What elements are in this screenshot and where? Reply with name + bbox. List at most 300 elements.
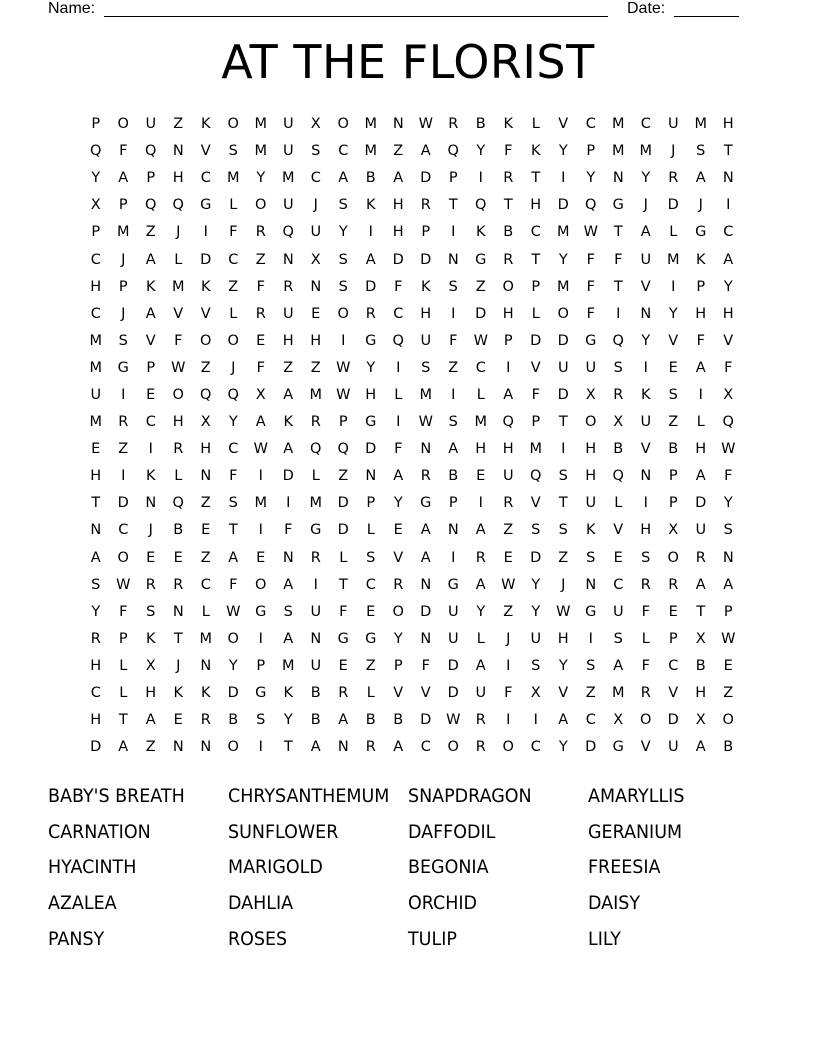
grid-letter[interactable]: C xyxy=(365,576,376,593)
grid-letter[interactable]: S xyxy=(228,143,238,160)
grid-letter[interactable]: W xyxy=(721,630,736,647)
grid-letter[interactable]: M xyxy=(199,630,212,647)
grid-letter[interactable]: P xyxy=(118,278,128,295)
grid-letter[interactable]: M xyxy=(254,495,267,512)
grid-letter[interactable]: S xyxy=(283,603,293,620)
grid-letter[interactable]: Y xyxy=(531,603,541,620)
grid-letter[interactable]: U xyxy=(695,522,707,539)
grid-letter[interactable]: N xyxy=(722,549,734,566)
grid-letter[interactable]: E xyxy=(338,657,348,674)
grid-letter[interactable]: B xyxy=(475,116,486,133)
grid-letter[interactable]: O xyxy=(255,197,267,214)
grid-letter[interactable]: F xyxy=(284,522,293,539)
grid-letter[interactable]: H xyxy=(365,386,377,403)
grid-letter[interactable]: S xyxy=(91,576,101,593)
grid-letter[interactable]: U xyxy=(420,332,432,349)
grid-letter[interactable]: H xyxy=(695,685,707,702)
grid-letter[interactable]: W xyxy=(116,576,131,593)
grid-letter[interactable]: Y xyxy=(228,414,238,431)
grid-letter[interactable]: D xyxy=(667,197,679,214)
grid-letter[interactable]: U xyxy=(475,685,487,702)
grid-letter[interactable]: F xyxy=(586,251,595,268)
grid-letter[interactable]: N xyxy=(722,170,734,187)
grid-letter[interactable]: A xyxy=(145,305,156,322)
grid-letter[interactable]: G xyxy=(365,414,377,431)
grid-letter[interactable]: H xyxy=(172,414,184,431)
grid-letter[interactable]: A xyxy=(475,576,486,593)
grid-letter[interactable]: A xyxy=(228,549,239,566)
grid-letter[interactable]: A xyxy=(90,549,101,566)
grid-letter[interactable]: E xyxy=(146,386,156,403)
grid-letter[interactable]: I xyxy=(258,739,263,756)
grid-letter[interactable]: U xyxy=(282,143,294,160)
grid-letter[interactable]: O xyxy=(227,739,239,756)
grid-letter[interactable]: D xyxy=(447,685,459,702)
grid-letter[interactable]: X xyxy=(200,414,211,431)
grid-letter[interactable]: A xyxy=(145,251,156,268)
grid-letter[interactable]: U xyxy=(667,739,679,756)
grid-letter[interactable]: D xyxy=(420,603,432,620)
grid-letter[interactable]: W xyxy=(556,603,571,620)
grid-letter[interactable]: L xyxy=(641,630,650,647)
grid-letter[interactable]: E xyxy=(723,657,733,674)
grid-letter[interactable]: O xyxy=(227,332,239,349)
grid-letter[interactable]: S xyxy=(558,468,568,485)
grid-letter[interactable]: R xyxy=(503,495,514,512)
grid-letter[interactable]: A xyxy=(420,522,431,539)
grid-letter[interactable]: C xyxy=(585,116,596,133)
grid-letter[interactable]: I xyxy=(643,359,648,376)
grid-letter[interactable]: N xyxy=(640,305,652,322)
grid-letter[interactable]: M xyxy=(611,143,625,160)
grid-letter[interactable]: H xyxy=(90,278,102,295)
grid-letter[interactable]: F xyxy=(504,685,513,702)
grid-letter[interactable]: C xyxy=(310,170,321,187)
grid-letter[interactable]: C xyxy=(668,657,679,674)
grid-letter[interactable]: Z xyxy=(558,549,569,566)
grid-letter[interactable]: Y xyxy=(558,251,568,268)
grid-letter[interactable]: F xyxy=(614,251,623,268)
grid-letter[interactable]: G xyxy=(365,630,377,647)
grid-letter[interactable]: F xyxy=(394,278,403,295)
grid-letter[interactable]: I xyxy=(148,441,153,458)
grid-letter[interactable]: R xyxy=(173,576,184,593)
grid-letter[interactable]: E xyxy=(256,332,266,349)
grid-letter[interactable]: N xyxy=(447,251,459,268)
grid-letter[interactable]: W xyxy=(418,414,433,431)
grid-letter[interactable]: R xyxy=(503,170,514,187)
name-blank-line[interactable] xyxy=(104,16,608,17)
grid-letter[interactable]: U xyxy=(640,414,652,431)
grid-letter[interactable]: M xyxy=(89,359,102,376)
grid-letter[interactable]: G xyxy=(585,603,597,620)
grid-letter[interactable]: F xyxy=(394,441,403,458)
grid-letter[interactable]: E xyxy=(256,549,266,566)
grid-letter[interactable]: L xyxy=(366,685,375,702)
grid-letter[interactable]: R xyxy=(695,549,706,566)
grid-letter[interactable]: C xyxy=(585,712,596,729)
grid-letter[interactable]: D xyxy=(557,332,569,349)
grid-letter[interactable]: V xyxy=(668,332,679,349)
grid-letter[interactable]: B xyxy=(448,468,459,485)
grid-letter[interactable]: N xyxy=(282,251,294,268)
grid-letter[interactable]: H xyxy=(90,712,102,729)
grid-letter[interactable]: D xyxy=(585,739,597,756)
grid-letter[interactable]: P xyxy=(723,603,733,620)
grid-letter[interactable]: G xyxy=(255,603,267,620)
grid-letter[interactable]: C xyxy=(393,305,404,322)
grid-letter[interactable]: I xyxy=(121,386,126,403)
grid-letter[interactable]: M xyxy=(556,278,570,295)
grid-letter[interactable]: V xyxy=(668,685,679,702)
grid-letter[interactable]: A xyxy=(145,712,156,729)
grid-letter[interactable]: O xyxy=(337,305,349,322)
grid-letter[interactable]: L xyxy=(531,116,540,133)
grid-letter[interactable]: L xyxy=(476,630,485,647)
grid-letter[interactable]: Z xyxy=(393,143,404,160)
grid-letter[interactable]: Z xyxy=(338,468,349,485)
grid-letter[interactable]: L xyxy=(339,549,348,566)
grid-letter[interactable]: M xyxy=(226,170,240,187)
grid-letter[interactable]: O xyxy=(117,549,129,566)
grid-letter[interactable]: D xyxy=(337,495,349,512)
grid-letter[interactable]: I xyxy=(451,549,456,566)
grid-letter[interactable]: Y xyxy=(641,170,651,187)
grid-letter[interactable]: H xyxy=(475,441,487,458)
grid-letter[interactable]: P xyxy=(91,116,101,133)
grid-letter[interactable]: D xyxy=(117,495,129,512)
grid-letter[interactable]: C xyxy=(200,170,211,187)
grid-letter[interactable]: V xyxy=(640,441,651,458)
grid-letter[interactable]: X xyxy=(255,386,266,403)
grid-letter[interactable]: H xyxy=(392,224,404,241)
grid-letter[interactable]: O xyxy=(557,305,569,322)
grid-letter[interactable]: Q xyxy=(227,386,239,403)
grid-letter[interactable]: M xyxy=(89,332,102,349)
grid-letter[interactable]: L xyxy=(119,657,128,674)
grid-letter[interactable]: U xyxy=(447,603,459,620)
grid-letter[interactable]: L xyxy=(614,495,623,512)
grid-letter[interactable]: U xyxy=(502,468,514,485)
grid-letter[interactable]: I xyxy=(451,305,456,322)
grid-letter[interactable]: A xyxy=(365,251,376,268)
grid-letter[interactable]: H xyxy=(640,522,652,539)
grid-letter[interactable]: F xyxy=(504,143,513,160)
grid-letter[interactable]: J xyxy=(643,197,648,214)
grid-letter[interactable]: F xyxy=(229,468,238,485)
grid-letter[interactable]: Z xyxy=(448,359,459,376)
grid-letter[interactable]: Q xyxy=(612,332,624,349)
grid-letter[interactable]: T xyxy=(448,197,458,214)
grid-letter[interactable]: L xyxy=(201,603,210,620)
grid-letter[interactable]: H xyxy=(530,197,542,214)
grid-letter[interactable]: S xyxy=(228,495,238,512)
grid-letter[interactable]: S xyxy=(118,332,128,349)
grid-letter[interactable]: L xyxy=(669,224,678,241)
grid-letter[interactable]: Y xyxy=(558,739,568,756)
grid-letter[interactable]: I xyxy=(698,386,703,403)
grid-letter[interactable]: R xyxy=(613,386,624,403)
grid-letter[interactable]: B xyxy=(695,657,706,674)
grid-letter[interactable]: C xyxy=(118,522,129,539)
grid-letter[interactable]: X xyxy=(585,386,596,403)
grid-letter[interactable]: L xyxy=(696,414,705,431)
grid-letter[interactable]: T xyxy=(173,630,183,647)
grid-letter[interactable]: R xyxy=(118,414,129,431)
grid-letter[interactable]: Y xyxy=(338,224,348,241)
grid-letter[interactable]: P xyxy=(366,495,376,512)
grid-letter[interactable]: I xyxy=(478,495,483,512)
grid-letter[interactable]: W xyxy=(501,576,516,593)
grid-letter[interactable]: I xyxy=(258,522,263,539)
grid-letter[interactable]: Q xyxy=(337,441,349,458)
grid-letter[interactable]: J xyxy=(148,522,153,539)
grid-letter[interactable]: P xyxy=(531,278,541,295)
grid-letter[interactable]: F xyxy=(641,603,650,620)
grid-letter[interactable]: A xyxy=(338,712,349,729)
grid-letter[interactable]: V xyxy=(200,305,211,322)
grid-letter[interactable]: G xyxy=(365,332,377,349)
grid-letter[interactable]: B xyxy=(723,739,734,756)
grid-letter[interactable]: S xyxy=(421,359,431,376)
grid-letter[interactable]: A xyxy=(475,657,486,674)
grid-letter[interactable]: H xyxy=(722,116,734,133)
grid-letter[interactable]: Y xyxy=(723,278,733,295)
grid-letter[interactable]: R xyxy=(255,224,266,241)
grid-letter[interactable]: N xyxy=(310,630,322,647)
grid-letter[interactable]: R xyxy=(90,630,101,647)
grid-letter[interactable]: C xyxy=(475,359,486,376)
grid-letter[interactable]: A xyxy=(420,143,431,160)
grid-letter[interactable]: N xyxy=(282,549,294,566)
grid-letter[interactable]: G xyxy=(337,630,349,647)
grid-letter[interactable]: W xyxy=(583,224,598,241)
grid-letter[interactable]: A xyxy=(475,522,486,539)
grid-letter[interactable]: A xyxy=(118,170,129,187)
grid-letter[interactable]: V xyxy=(558,685,569,702)
grid-letter[interactable]: L xyxy=(174,251,183,268)
grid-letter[interactable]: A xyxy=(448,441,459,458)
grid-letter[interactable]: S xyxy=(613,630,623,647)
grid-letter[interactable]: U xyxy=(310,657,322,674)
grid-letter[interactable]: R xyxy=(365,739,376,756)
grid-letter[interactable]: H xyxy=(695,441,707,458)
grid-letter[interactable]: N xyxy=(585,576,597,593)
grid-letter[interactable]: J xyxy=(231,359,236,376)
grid-letter[interactable]: H xyxy=(90,468,102,485)
grid-letter[interactable]: R xyxy=(255,305,266,322)
grid-letter[interactable]: D xyxy=(365,441,377,458)
grid-letter[interactable]: P xyxy=(586,143,596,160)
grid-letter[interactable]: D xyxy=(667,712,679,729)
grid-letter[interactable]: A xyxy=(283,441,294,458)
grid-letter[interactable]: E xyxy=(393,522,403,539)
grid-letter[interactable]: V xyxy=(530,359,541,376)
grid-letter[interactable]: Q xyxy=(722,414,734,431)
grid-letter[interactable]: P xyxy=(531,414,541,431)
grid-letter[interactable]: D xyxy=(90,739,102,756)
grid-letter[interactable]: P xyxy=(668,468,678,485)
grid-letter[interactable]: I xyxy=(561,170,566,187)
grid-letter[interactable]: S xyxy=(338,251,348,268)
grid-letter[interactable]: F xyxy=(586,305,595,322)
grid-letter[interactable]: X xyxy=(723,386,734,403)
grid-letter[interactable]: C xyxy=(723,224,734,241)
grid-letter[interactable]: N xyxy=(90,522,102,539)
grid-letter[interactable]: Q xyxy=(172,197,184,214)
grid-letter[interactable]: I xyxy=(533,712,538,729)
grid-letter[interactable]: J xyxy=(121,305,126,322)
grid-letter[interactable]: L xyxy=(174,468,183,485)
grid-letter[interactable]: L xyxy=(229,305,238,322)
grid-letter[interactable]: T xyxy=(338,576,348,593)
grid-letter[interactable]: Z xyxy=(118,441,129,458)
grid-letter[interactable]: I xyxy=(396,414,401,431)
grid-letter[interactable]: M xyxy=(254,143,267,160)
grid-letter[interactable]: Y xyxy=(668,305,678,322)
grid-letter[interactable]: I xyxy=(313,576,318,593)
grid-letter[interactable]: H xyxy=(282,332,294,349)
grid-letter[interactable]: B xyxy=(668,441,679,458)
grid-letter[interactable]: O xyxy=(200,332,212,349)
grid-letter[interactable]: Z xyxy=(145,739,156,756)
grid-letter[interactable]: D xyxy=(227,685,239,702)
grid-letter[interactable]: V xyxy=(530,495,541,512)
grid-letter[interactable]: Q xyxy=(530,468,542,485)
grid-letter[interactable]: B xyxy=(365,170,376,187)
grid-letter[interactable]: D xyxy=(530,332,542,349)
grid-letter[interactable]: O xyxy=(337,116,349,133)
grid-letter[interactable]: I xyxy=(396,359,401,376)
grid-letter[interactable]: S xyxy=(338,197,348,214)
grid-letter[interactable]: U xyxy=(282,197,294,214)
grid-letter[interactable]: H xyxy=(200,441,212,458)
grid-letter[interactable]: J xyxy=(313,197,318,214)
grid-letter[interactable]: N xyxy=(200,739,212,756)
grid-letter[interactable]: M xyxy=(309,495,322,512)
grid-letter[interactable]: A xyxy=(338,170,349,187)
grid-letter[interactable]: N xyxy=(145,495,157,512)
grid-letter[interactable]: D xyxy=(420,170,432,187)
grid-letter[interactable]: U xyxy=(530,630,542,647)
grid-letter[interactable]: J xyxy=(671,143,676,160)
grid-letter[interactable]: H xyxy=(502,441,514,458)
grid-letter[interactable]: I xyxy=(258,630,263,647)
grid-letter[interactable]: R xyxy=(475,712,486,729)
grid-letter[interactable]: A xyxy=(695,170,706,187)
grid-letter[interactable]: X xyxy=(613,414,624,431)
grid-letter[interactable]: Z xyxy=(503,603,514,620)
grid-letter[interactable]: U xyxy=(585,495,597,512)
grid-letter[interactable]: X xyxy=(145,657,156,674)
grid-letter[interactable]: R xyxy=(448,116,459,133)
grid-letter[interactable]: K xyxy=(475,224,486,241)
grid-letter[interactable]: U xyxy=(585,359,597,376)
grid-letter[interactable]: R xyxy=(475,549,486,566)
grid-letter[interactable]: B xyxy=(503,224,514,241)
grid-letter[interactable]: K xyxy=(145,630,156,647)
grid-letter[interactable]: G xyxy=(695,224,707,241)
grid-letter[interactable]: K xyxy=(200,278,211,295)
grid-letter[interactable]: L xyxy=(229,197,238,214)
grid-letter[interactable]: N xyxy=(200,657,212,674)
grid-letter[interactable]: T xyxy=(503,197,513,214)
grid-letter[interactable]: O xyxy=(227,630,239,647)
grid-letter[interactable]: H xyxy=(420,305,432,322)
grid-letter[interactable]: M xyxy=(281,170,295,187)
grid-letter[interactable]: U xyxy=(640,251,652,268)
grid-letter[interactable]: I xyxy=(506,712,511,729)
grid-letter[interactable]: U xyxy=(282,305,294,322)
grid-letter[interactable]: S xyxy=(338,278,348,295)
grid-letter[interactable]: O xyxy=(392,603,404,620)
grid-letter[interactable]: V xyxy=(558,116,569,133)
grid-letter[interactable]: Y xyxy=(476,143,486,160)
grid-letter[interactable]: X xyxy=(530,685,541,702)
grid-letter[interactable]: O xyxy=(502,739,514,756)
grid-letter[interactable]: S xyxy=(146,603,156,620)
grid-letter[interactable]: N xyxy=(392,116,404,133)
grid-letter[interactable]: P xyxy=(448,495,458,512)
grid-letter[interactable]: R xyxy=(310,549,321,566)
grid-letter[interactable]: K xyxy=(200,116,211,133)
grid-letter[interactable]: A xyxy=(695,359,706,376)
grid-letter[interactable]: Y xyxy=(91,603,101,620)
grid-letter[interactable]: I xyxy=(506,657,511,674)
grid-letter[interactable]: K xyxy=(145,468,156,485)
grid-letter[interactable]: F xyxy=(586,278,595,295)
grid-letter[interactable]: M xyxy=(254,116,267,133)
grid-letter[interactable]: L xyxy=(366,522,375,539)
grid-letter[interactable]: C xyxy=(530,739,541,756)
grid-letter[interactable]: O xyxy=(255,576,267,593)
grid-letter[interactable]: R xyxy=(420,197,431,214)
grid-letter[interactable]: C xyxy=(640,116,651,133)
grid-letter[interactable]: X xyxy=(613,712,624,729)
grid-letter[interactable]: H xyxy=(90,657,102,674)
grid-letter[interactable]: T xyxy=(558,414,568,431)
grid-letter[interactable]: Q xyxy=(392,332,404,349)
grid-letter[interactable]: D xyxy=(337,522,349,539)
grid-letter[interactable]: G xyxy=(200,197,212,214)
grid-letter[interactable]: J xyxy=(176,657,181,674)
grid-letter[interactable]: X xyxy=(310,116,321,133)
grid-letter[interactable]: H xyxy=(502,305,514,322)
grid-letter[interactable]: S xyxy=(723,522,733,539)
grid-letter[interactable]: E xyxy=(668,359,678,376)
grid-letter[interactable]: A xyxy=(283,386,294,403)
grid-letter[interactable]: L xyxy=(394,386,403,403)
grid-letter[interactable]: S xyxy=(366,549,376,566)
grid-letter[interactable]: K xyxy=(695,251,706,268)
grid-letter[interactable]: K xyxy=(503,116,513,133)
grid-letter[interactable]: A xyxy=(393,468,404,485)
grid-letter[interactable]: P xyxy=(668,495,678,512)
grid-letter[interactable]: U xyxy=(310,224,322,241)
grid-letter[interactable]: X xyxy=(668,522,679,539)
grid-letter[interactable]: S xyxy=(531,657,541,674)
grid-letter[interactable]: F xyxy=(256,359,265,376)
grid-letter[interactable]: E xyxy=(613,549,623,566)
grid-letter[interactable]: E xyxy=(91,441,101,458)
grid-letter[interactable]: R xyxy=(640,576,651,593)
grid-letter[interactable]: Z xyxy=(283,359,294,376)
grid-letter[interactable]: N xyxy=(420,576,432,593)
grid-letter[interactable]: G xyxy=(475,251,487,268)
grid-letter[interactable]: V xyxy=(393,549,404,566)
grid-letter[interactable]: D xyxy=(420,251,432,268)
grid-letter[interactable]: S xyxy=(586,657,596,674)
